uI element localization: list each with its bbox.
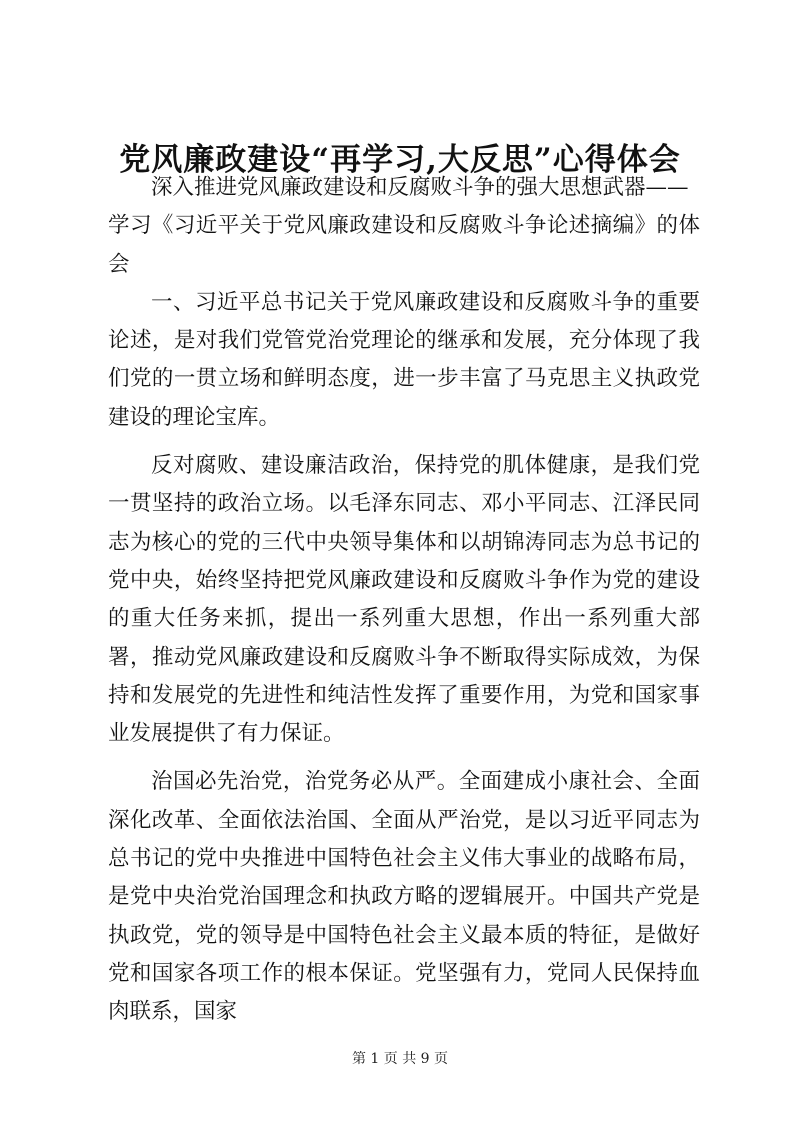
document-body bbox=[108, 169, 700, 1032]
subtitle-line-1: 深入推进党风廉政建设和反腐败斗争的强大思想武器—— bbox=[151, 175, 689, 200]
subtitle-line-2: 学习《习近平关于党风廉政建设和反腐败斗争论述摘编》的体会 bbox=[108, 213, 700, 277]
paragraph-1: 一、习近平总书记关于党风廉政建设和反腐败斗争的重要论述，是对我们党管党治党理论的继承和发展，充分体现了我们党的一贯立场和鲜明态度，进一步丰富了马克思主义执政党建设的理论宝库。 bbox=[108, 289, 700, 430]
page-footer: 第 1 页 共 9 页 bbox=[351, 1051, 449, 1067]
paragraph-2: 反对腐败、建设廉洁政治，保持党的肌体健康，是我们党一贯坚持的政治立场。以毛泽东同志、邓小平同志、江泽民同志为核心的党的三代中央领导集体和以胡锦涛同志为总书记的党中央，始终坚持把党风廉政建设和反腐败斗争作为党的建设的重大任务来抓，提出一系列重大思想，作出一系列重大部署，推动党风廉政建设和反腐败斗争不断取得实际成效，为保持和发展党的先进性和纯洁性发挥了重要作用，为党和国家事业发展提供了有力保证。 bbox=[108, 453, 700, 747]
document-title: 党风廉政建设“再学习,大反思”心得体会 bbox=[119, 142, 681, 178]
paragraph-3: 治国必先治党，治党务必从严。全面建成小康社会、全面深化改革、全面依法治国、全面从严治党，是以习近平同志为总书记的党中央推进中国特色社会主义伟大事业的战略布局，是党中央治党治国理念和执政方略的逻辑展开。中国共产党是执政党，党的领导是中国特色社会主义最本质的特征，是做好党和国家各项工作的根本保证。党坚强有力，党同人民保持血肉联系，国家 bbox=[108, 769, 700, 1025]
